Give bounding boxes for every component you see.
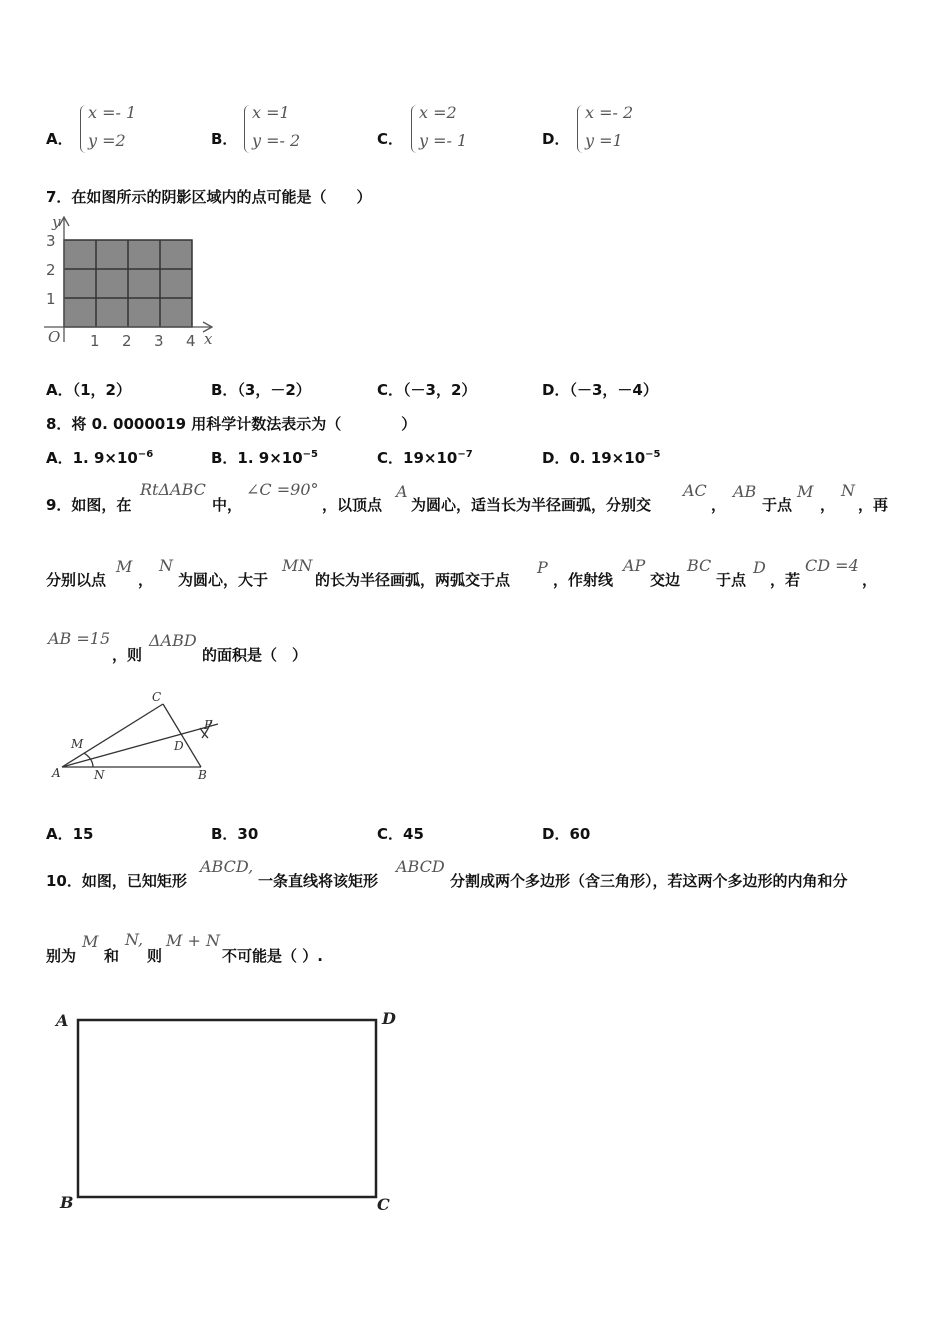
q10-math-n: N, bbox=[125, 930, 144, 949]
q9-r2-1: M bbox=[116, 557, 133, 576]
q9-text-4: 为圆心，适当长为半径画弧，分别交 bbox=[411, 496, 652, 514]
rect-label-c: C bbox=[377, 1195, 390, 1214]
q9-text-7: ， bbox=[820, 496, 836, 514]
q10-text-5: 和 bbox=[104, 947, 120, 965]
q7-option-c: C．（－3，2） bbox=[377, 381, 477, 399]
fig-label-m: M bbox=[71, 737, 84, 751]
q6-a-line2: y =2 bbox=[88, 131, 126, 150]
q9-r3-1: ，则 bbox=[112, 646, 143, 664]
q9-text-5: ， bbox=[711, 496, 727, 514]
q9-r2-10: 交边 bbox=[650, 571, 681, 589]
q6-b-line2: y =- 2 bbox=[252, 131, 301, 150]
q10-rectangle-figure bbox=[46, 1000, 406, 1220]
q9-math-ac: AC bbox=[683, 481, 707, 500]
q6-option-a-label: A． bbox=[46, 130, 73, 148]
fig-label-n: N bbox=[94, 768, 105, 782]
q6-option-d-label: D． bbox=[542, 130, 570, 148]
q7-graph bbox=[40, 212, 225, 352]
y-tick-1: 1 bbox=[46, 290, 56, 308]
q10-math-m: M bbox=[82, 932, 99, 951]
q8-a-exp: −6 bbox=[137, 449, 154, 460]
q7-option-d: D．（－3，－4） bbox=[542, 381, 658, 399]
q9-r2-16: ， bbox=[862, 571, 878, 589]
q9-math-a: A bbox=[396, 482, 408, 501]
q6-option-d-system bbox=[577, 103, 657, 159]
y-tick-3: 3 bbox=[46, 232, 56, 250]
q8-d-base: D．0. 19×10 bbox=[542, 449, 646, 467]
q9-r2-4: 为圆心，大于 bbox=[178, 571, 269, 589]
q10-math-m-plus-n: M + N bbox=[166, 931, 220, 950]
q9-r2-0: 分别以点 bbox=[46, 571, 107, 589]
q8-option-b bbox=[211, 447, 318, 468]
q8-d-exp: −5 bbox=[645, 449, 661, 460]
q9-figure bbox=[46, 686, 236, 786]
q9-r2-14: ，若 bbox=[770, 571, 801, 589]
segment-ac bbox=[62, 704, 163, 767]
q9-option-a: A．15 bbox=[46, 825, 94, 843]
q6-c-line2: y =- 1 bbox=[419, 131, 468, 150]
q9-r2-8: ，作射线 bbox=[553, 571, 614, 589]
q6-b-line1: x =1 bbox=[252, 103, 290, 122]
q6-option-a-system bbox=[80, 103, 160, 159]
q9-text-6: 于点 bbox=[762, 496, 793, 514]
q7-option-b: B．（3，－2） bbox=[211, 381, 311, 399]
q6-option-c-label: C． bbox=[377, 130, 404, 148]
q8-option-a bbox=[46, 447, 153, 468]
q7-stem: 7．在如图所示的阴影区域内的点可能是（ ） bbox=[46, 188, 372, 206]
q8-c-base: C．19×10 bbox=[377, 449, 458, 467]
q9-math-n: N bbox=[841, 481, 855, 500]
q10-text-4: 别为 bbox=[46, 947, 77, 965]
q9-r2-2: ， bbox=[138, 571, 154, 589]
q7-option-a: A．（1，2） bbox=[46, 381, 131, 399]
y-axis-label: y bbox=[52, 213, 61, 231]
q9-option-b: B．30 bbox=[211, 825, 259, 843]
q9-math-ab: AB bbox=[733, 482, 757, 501]
q10-text-6: 则 bbox=[147, 947, 163, 965]
y-tick-2: 2 bbox=[46, 261, 56, 279]
q6-c-line1: x =2 bbox=[419, 103, 457, 122]
q9-r2-5: MN bbox=[282, 556, 313, 575]
rect-label-a: A bbox=[56, 1011, 69, 1030]
origin-label: O bbox=[48, 328, 61, 346]
q6-option-b-label: B． bbox=[211, 130, 238, 148]
q9-r2-3: N bbox=[159, 556, 173, 575]
q10-math-abcd-1: ABCD, bbox=[200, 857, 254, 876]
q8-a-base: A．1. 9×10 bbox=[46, 449, 138, 467]
q8-b-exp: −5 bbox=[302, 449, 319, 460]
x-tick-3: 3 bbox=[154, 332, 164, 350]
rect-label-d: D bbox=[382, 1009, 396, 1028]
q8-option-c bbox=[377, 447, 473, 468]
q9-r3-2: ΔABD bbox=[149, 631, 197, 650]
q8-b-base: B．1. 9×10 bbox=[211, 449, 303, 467]
q10-text-1: 10．如图，已知矩形 bbox=[46, 872, 187, 890]
q9-r2-9: AP bbox=[623, 556, 646, 575]
q9-option-d: D．60 bbox=[542, 825, 591, 843]
q9-r2-13: D bbox=[753, 558, 766, 577]
q10-text-2: 一条直线将该矩形 bbox=[258, 872, 379, 890]
q9-r2-6: 的长为半径画弧，两弧交于点 bbox=[315, 571, 511, 589]
q8-c-exp: −7 bbox=[457, 449, 473, 460]
q9-r3-3: 的面积是（ ） bbox=[202, 646, 308, 664]
q10-text-7: 不可能是（ ）. bbox=[222, 947, 323, 965]
fig-label-a: A bbox=[52, 766, 61, 780]
q8-stem: 8．将 0. 0000019 用科学计数法表示为（ ） bbox=[46, 415, 417, 433]
x-tick-1: 1 bbox=[90, 332, 100, 350]
fig-label-d: D bbox=[174, 739, 184, 753]
q9-r2-12: 于点 bbox=[716, 571, 747, 589]
fig-label-b: B bbox=[198, 768, 207, 782]
ray-ap bbox=[62, 724, 218, 767]
q6-a-line1: x =- 1 bbox=[88, 103, 137, 122]
q9-r2-15: CD =4 bbox=[805, 556, 859, 575]
q9-r2-11: BC bbox=[687, 556, 712, 575]
q10-math-abcd-2: ABCD bbox=[396, 857, 445, 876]
q9-text-2: 中， bbox=[212, 496, 243, 514]
q9-math-rt-abc: RtΔABC bbox=[140, 480, 206, 499]
q9-text-8: ，再 bbox=[858, 496, 889, 514]
q9-option-c: C．45 bbox=[377, 825, 424, 843]
rectangle-abcd bbox=[78, 1020, 376, 1197]
q6-option-b-system bbox=[244, 103, 324, 159]
q9-math-m: M bbox=[797, 482, 814, 501]
q6-d-line2: y =1 bbox=[585, 131, 623, 150]
x-tick-2: 2 bbox=[122, 332, 132, 350]
q9-r3-0: AB =15 bbox=[48, 629, 111, 648]
x-tick-4: 4 bbox=[186, 332, 196, 350]
q9-math-angle-c: ∠C =90° bbox=[246, 480, 319, 499]
fig-label-c: C bbox=[152, 690, 162, 704]
q10-text-3: 分割成两个多边形（含三角形），若这两个多边形的内角和分 bbox=[450, 872, 848, 890]
segment-cb bbox=[163, 704, 201, 767]
q6-d-line1: x =- 2 bbox=[585, 103, 634, 122]
q8-option-d bbox=[542, 447, 660, 468]
q9-text-3: ，以顶点 bbox=[322, 496, 383, 514]
rect-label-b: B bbox=[60, 1193, 74, 1212]
q6-option-c-system bbox=[411, 103, 491, 159]
fig-label-p: P bbox=[204, 718, 213, 732]
q9-text-1: 9．如图，在 bbox=[46, 496, 132, 514]
q9-r2-7: P bbox=[537, 558, 548, 577]
x-axis-label: x bbox=[204, 330, 213, 348]
